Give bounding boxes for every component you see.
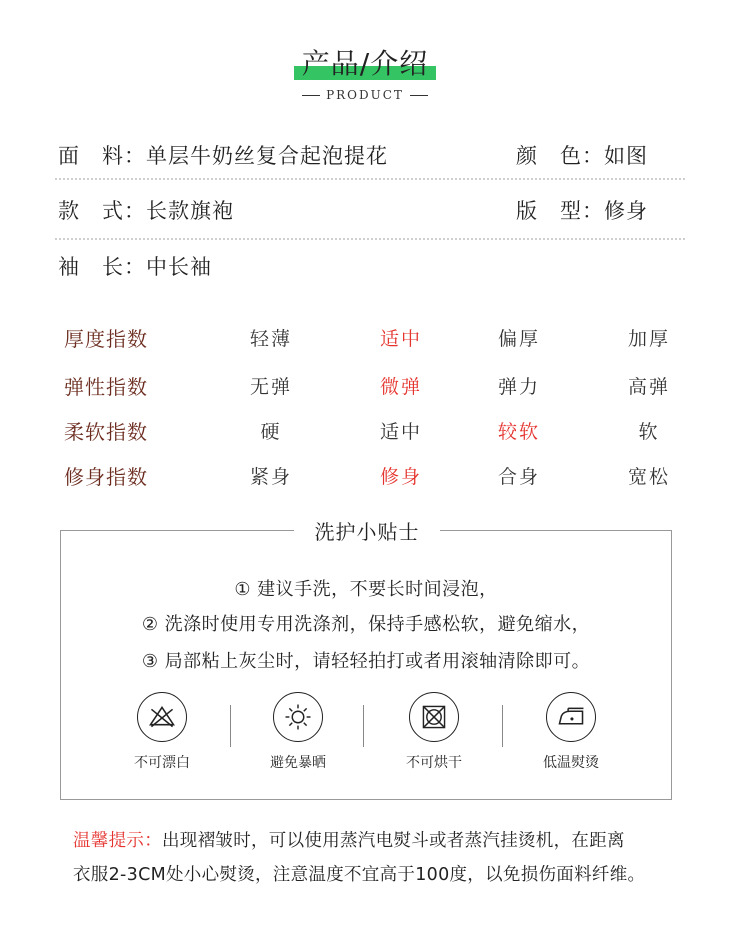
index-option: 无弹 <box>249 376 292 398</box>
tip-text-line-2: 衣服2-3CM处小心熨烫，注意温度不宜高于100度，以免损伤面料纤维。 <box>73 865 646 885</box>
page-subtitle: PRODUCT <box>0 88 730 102</box>
index-option: 弹力 <box>497 376 540 398</box>
index-label: 弹性指数 <box>64 375 148 399</box>
page-title: 产品/介绍 <box>296 42 434 82</box>
index-option: 硬 <box>260 421 282 443</box>
tip-text-line-1: 出现褶皱时，可以使用蒸汽电熨斗或者蒸汽挂烫机，在距离 <box>162 831 625 851</box>
no-tumble-dry-icon <box>409 692 459 742</box>
index-label: 修身指数 <box>64 465 148 489</box>
tip-prefix: 温馨提示： <box>73 831 162 851</box>
index-option: 高弹 <box>627 376 670 398</box>
warm-tip <box>73 824 673 892</box>
section-header <box>0 42 730 82</box>
no-sun-icon <box>273 692 323 742</box>
subtitle-dash-right <box>410 95 428 96</box>
index-option-selected: 修身 <box>379 466 422 488</box>
divider <box>55 178 685 180</box>
index-label: 柔软指数 <box>64 420 148 444</box>
care-line-2: ② 洗涤时使用专用洗涤剂，保持手感松软，避免缩水， <box>141 614 591 635</box>
index-option: 软 <box>638 421 660 443</box>
index-option: 宽松 <box>627 466 670 488</box>
icon-label: 避免暴晒 <box>270 755 326 771</box>
care-title: 洗护小贴士 <box>314 520 420 544</box>
index-option-selected: 较软 <box>497 421 540 443</box>
icon-separator <box>230 705 231 747</box>
spec-color: 颜 色：如图 <box>516 144 648 168</box>
icon-separator <box>363 705 364 747</box>
care-line-1: ① 建议手洗，不要长时间浸泡， <box>234 579 498 600</box>
icon-label: 低温熨烫 <box>543 755 599 771</box>
spec-sleeve: 袖 长：中长袖 <box>58 255 212 279</box>
index-option: 紧身 <box>249 466 292 488</box>
index-option: 偏厚 <box>497 328 540 350</box>
care-line-3: ③ 局部粘上灰尘时，请轻轻拍打或者用滚轴清除即可。 <box>141 651 591 672</box>
icon-label: 不可漂白 <box>134 755 190 771</box>
spec-fabric: 面 料：单层牛奶丝复合起泡提花 <box>58 144 388 168</box>
subtitle-dash-left <box>302 95 320 96</box>
divider <box>55 238 685 240</box>
spec-fit: 版 型：修身 <box>516 199 648 223</box>
index-option: 加厚 <box>627 328 670 350</box>
icon-separator <box>502 705 503 747</box>
icon-label: 不可烘干 <box>406 755 462 771</box>
no-bleach-icon <box>137 692 187 742</box>
low-iron-icon <box>546 692 596 742</box>
index-option-selected: 微弹 <box>379 376 422 398</box>
index-option-selected: 适中 <box>379 328 422 350</box>
index-label: 厚度指数 <box>64 327 148 351</box>
index-option: 适中 <box>379 421 422 443</box>
spec-style: 款 式：长款旗袍 <box>58 199 234 223</box>
index-option: 轻薄 <box>249 328 292 350</box>
index-option: 合身 <box>497 466 540 488</box>
